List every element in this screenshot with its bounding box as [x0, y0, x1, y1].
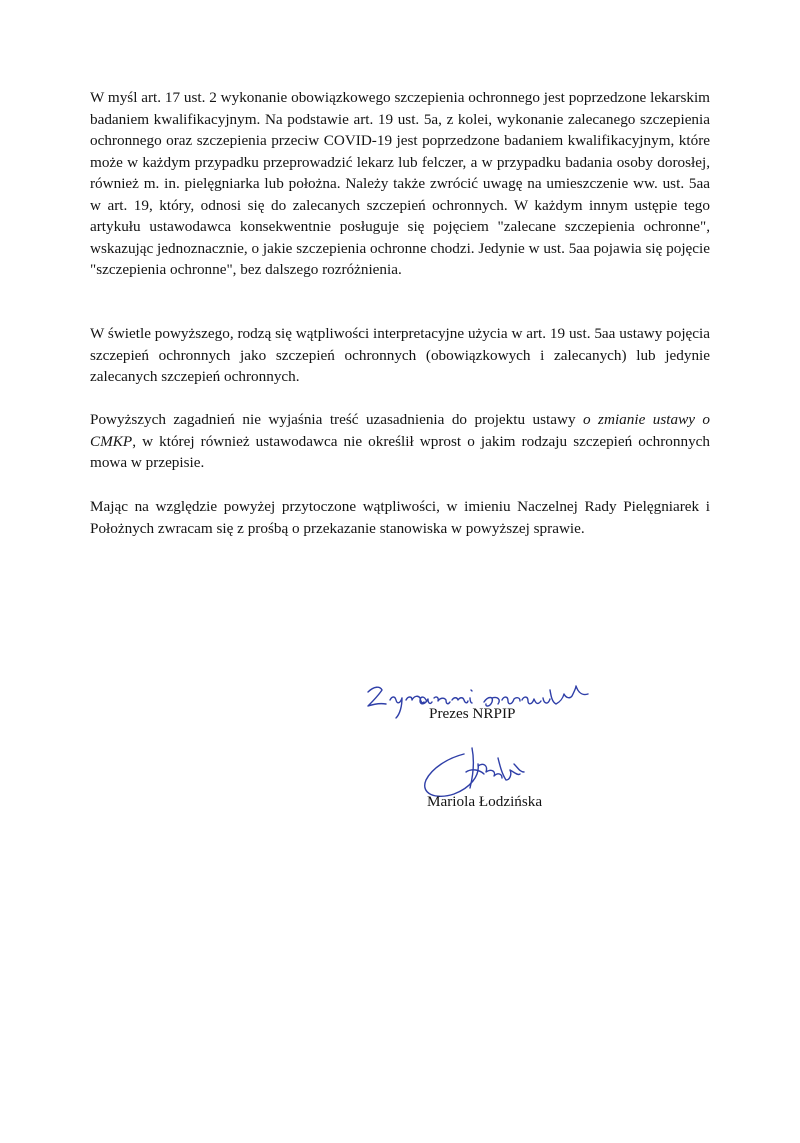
- paragraph-justification: [90, 409, 710, 474]
- paragraph-justification-text-end: , w której również ustawodawca nie określił wprost o jakim rodzaju szczepień ochronnych mowa w przepisie.: [90, 432, 710, 471]
- signature-block: [360, 676, 640, 826]
- paragraph-justification-text-start: Powyższych zagadnień nie wyjaśnia treść uzasadnienia do projektu ustawy: [90, 411, 584, 428]
- paragraph-interpretive-doubts: W świetle powyższego, rodzą się wątpliwości interpretacyjne użycia w art. 19 ust. 5aa ustawy pojęcia szczepień ochronnych jako szczepień ochronnych (obowiązkowych i zalecanych) lub jedynie zalecanych szczepień ochronnych.: [90, 325, 710, 385]
- paragraph-legal-basis: W myśl art. 17 ust. 2 wykonanie obowiązkowego szczepienia ochronnego jest poprzedzone lekarskim badaniem kwalifikacyjnym. Na podstawie art. 19 ust. 5a, z kolei, wykonanie zalecanego szczepienia ochronnego oraz szczepienia przeciw COVID-19 jest poprzedzone badaniem kwalifikacyjnym, które może w każdym przypadku przeprowadzić lekarz lub felczer, a w przypadku badania osoby dorosłej, również m. in. pielęgniarka lub położna. Należy także zwrócić uwagę na umieszczenie ww. ust. 5aa w art. 19, który, odnosi się do zalecanych szczepień ochronnych. W każdym innym ustępie tego artykułu ustawodawca konsekwentnie posługuje się pojęciem "zalecane szczepienia ochronne", wskazując jednoznacznie, o jakie szczepienia ochronne chodzi. Jedynie w ust. 5aa pojawia się pojęcie "szczepienia ochronne", bez dalszego rozróżnienia.: [90, 89, 710, 278]
- paragraph-request: Mając na względzie powyżej przytoczone wątpliwości, w imieniu Naczelnej Rady Pielęgniarek i Położnych zwracam się z prośbą o przekazanie stanowiska w powyższej sprawie.: [90, 498, 710, 537]
- signatory-title: Prezes NRPIP: [429, 705, 516, 722]
- bill-title-italic: o zmianie ustawy o CMKP: [90, 411, 710, 450]
- signatory-name: Mariola Łodzińska: [427, 793, 543, 810]
